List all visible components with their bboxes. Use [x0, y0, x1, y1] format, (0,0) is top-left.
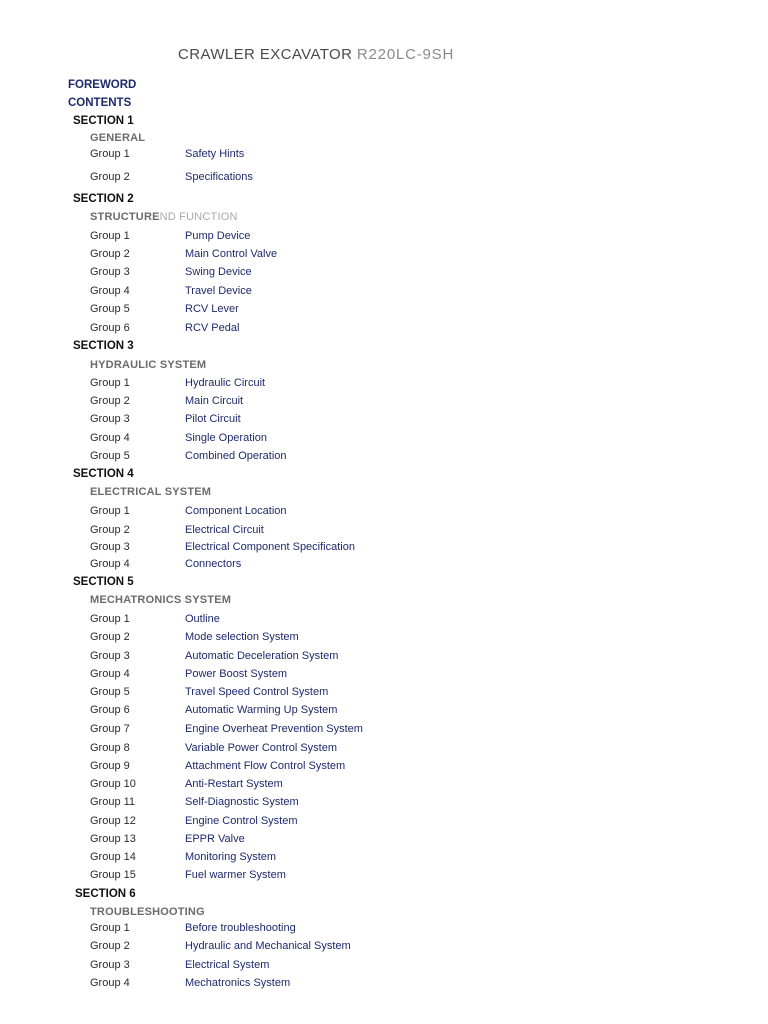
document-title — [178, 46, 454, 63]
toc-item-safety-hints[interactable]: Safety Hints — [185, 148, 245, 160]
section-6-title[interactable]: TROUBLESHOOTING — [90, 906, 205, 918]
title-model: R220LC-9SH — [356, 46, 455, 63]
toc-item-self-diagnostic-system[interactable]: Self-Diagnostic System — [185, 796, 299, 808]
toc-item-mechatronics-system[interactable]: Mechatronics System — [185, 977, 291, 989]
group-label: Group 15 — [90, 869, 136, 881]
title-main: CRAWLER EXCAVATOR — [178, 46, 353, 63]
toc-item-automatic-deceleration-system[interactable]: Automatic Deceleration System — [185, 650, 339, 662]
toc-item-travel-speed-control-system[interactable]: Travel Speed Control System — [185, 686, 329, 698]
toc-item-hydraulic-and-mechanical-system[interactable]: Hydraulic and Mechanical System — [185, 940, 351, 952]
toc-item-combined-operation[interactable]: Combined Operation — [185, 450, 287, 462]
group-label: Group 2 — [90, 395, 130, 407]
toc-item-pump-device[interactable]: Pump Device — [185, 230, 251, 242]
group-label: Group 1 — [90, 613, 130, 625]
toc-item-main-circuit[interactable]: Main Circuit — [185, 395, 244, 407]
group-label: Group 11 — [90, 796, 136, 808]
section-1-title[interactable]: GENERAL — [90, 132, 146, 144]
group-label: Group 13 — [90, 833, 136, 845]
group-label: Group 12 — [90, 815, 136, 827]
section-2-label[interactable]: SECTION 2 — [73, 193, 134, 205]
toc-item-engine-control-system[interactable]: Engine Control System — [185, 815, 298, 827]
group-label: Group 5 — [90, 686, 130, 698]
group-label: Group 2 — [90, 524, 130, 536]
section-6-label[interactable]: SECTION 6 — [75, 888, 136, 900]
group-label: Group 3 — [90, 650, 130, 662]
group-label: Group 3 — [90, 541, 130, 553]
section-5-label[interactable]: SECTION 5 — [73, 576, 134, 588]
group-label: Group 4 — [90, 668, 130, 680]
toc-item-rcv-pedal[interactable]: RCV Pedal — [185, 322, 240, 334]
toc-item-main-control-valve[interactable]: Main Control Valve — [185, 248, 278, 260]
section-1-label[interactable]: SECTION 1 — [73, 115, 134, 127]
group-label: Group 2 — [90, 631, 130, 643]
section-3-title[interactable]: HYDRAULIC SYSTEM — [90, 359, 207, 371]
toc-item-swing-device[interactable]: Swing Device — [185, 266, 252, 278]
toc-item-eppr-valve[interactable]: EPPR Valve — [185, 833, 245, 845]
group-label: Group 7 — [90, 723, 130, 735]
toc-item-fuel-warmer-system[interactable]: Fuel warmer System — [185, 869, 286, 881]
group-label: Group 9 — [90, 760, 130, 772]
toc-item-rcv-lever[interactable]: RCV Lever — [185, 303, 239, 315]
section-4-title[interactable]: ELECTRICAL SYSTEM — [90, 486, 212, 498]
group-label: Group 5 — [90, 303, 130, 315]
toc-item-before-troubleshooting[interactable]: Before troubleshooting — [185, 922, 296, 934]
group-label: Group 4 — [90, 558, 130, 570]
toc-item-specifications[interactable]: Specifications — [185, 171, 253, 183]
section-5-title[interactable]: MECHATRONICS SYSTEM — [90, 594, 232, 606]
toc-item-electrical-component-specification[interactable]: Electrical Component Specification — [185, 541, 355, 553]
group-label: Group 1 — [90, 230, 130, 242]
group-label: Group 1 — [90, 505, 130, 517]
group-label: Group 2 — [90, 940, 130, 952]
toc-item-variable-power-control-system[interactable]: Variable Power Control System — [185, 742, 338, 754]
toc-item-electrical-system[interactable]: Electrical System — [185, 959, 270, 971]
toc-item-power-boost-system[interactable]: Power Boost System — [185, 668, 288, 680]
section-4-label[interactable]: SECTION 4 — [73, 468, 134, 480]
section-2-title[interactable]: STRUCTUREND FUNCTION — [90, 211, 238, 223]
group-label: Group 3 — [90, 959, 130, 971]
section-3-label[interactable]: SECTION 3 — [73, 340, 134, 352]
toc-item-travel-device[interactable]: Travel Device — [185, 285, 252, 297]
group-label: Group 6 — [90, 322, 130, 334]
group-label: Group 14 — [90, 851, 136, 863]
toc-item-attachment-flow-control-system[interactable]: Attachment Flow Control System — [185, 760, 346, 772]
group-label: Group 4 — [90, 285, 130, 297]
toc-item-pilot-circuit[interactable]: Pilot Circuit — [185, 413, 241, 425]
toc-item-component-location[interactable]: Component Location — [185, 505, 287, 517]
group-label: Group 6 — [90, 704, 130, 716]
toc-item-engine-overheat-prevention-system[interactable]: Engine Overheat Prevention System — [185, 723, 363, 735]
group-label: Group 1 — [90, 148, 130, 160]
group-label: Group 2 — [90, 248, 130, 260]
toc-item-anti-restart-system[interactable]: Anti-Restart System — [185, 778, 283, 790]
group-label: Group 4 — [90, 432, 130, 444]
toc-item-outline[interactable]: Outline — [185, 613, 220, 625]
toc-item-single-operation[interactable]: Single Operation — [185, 432, 267, 444]
group-label: Group 5 — [90, 450, 130, 462]
contents-link[interactable]: CONTENTS — [68, 97, 132, 109]
toc-item-automatic-warming-up-system[interactable]: Automatic Warming Up System — [185, 704, 338, 716]
group-label: Group 8 — [90, 742, 130, 754]
group-label: Group 3 — [90, 266, 130, 278]
toc-item-hydraulic-circuit[interactable]: Hydraulic Circuit — [185, 377, 266, 389]
group-label: Group 3 — [90, 413, 130, 425]
group-label: Group 4 — [90, 977, 130, 989]
toc-item-connectors[interactable]: Connectors — [185, 558, 242, 570]
foreword-link[interactable]: FOREWORD — [68, 79, 137, 91]
group-label: Group 2 — [90, 171, 130, 183]
group-label: Group 1 — [90, 377, 130, 389]
toc-item-monitoring-system[interactable]: Monitoring System — [185, 851, 277, 863]
group-label: Group 10 — [90, 778, 136, 790]
toc-item-mode-selection-system[interactable]: Mode selection System — [185, 631, 299, 643]
group-label: Group 1 — [90, 922, 130, 934]
toc-item-electrical-circuit[interactable]: Electrical Circuit — [185, 524, 264, 536]
